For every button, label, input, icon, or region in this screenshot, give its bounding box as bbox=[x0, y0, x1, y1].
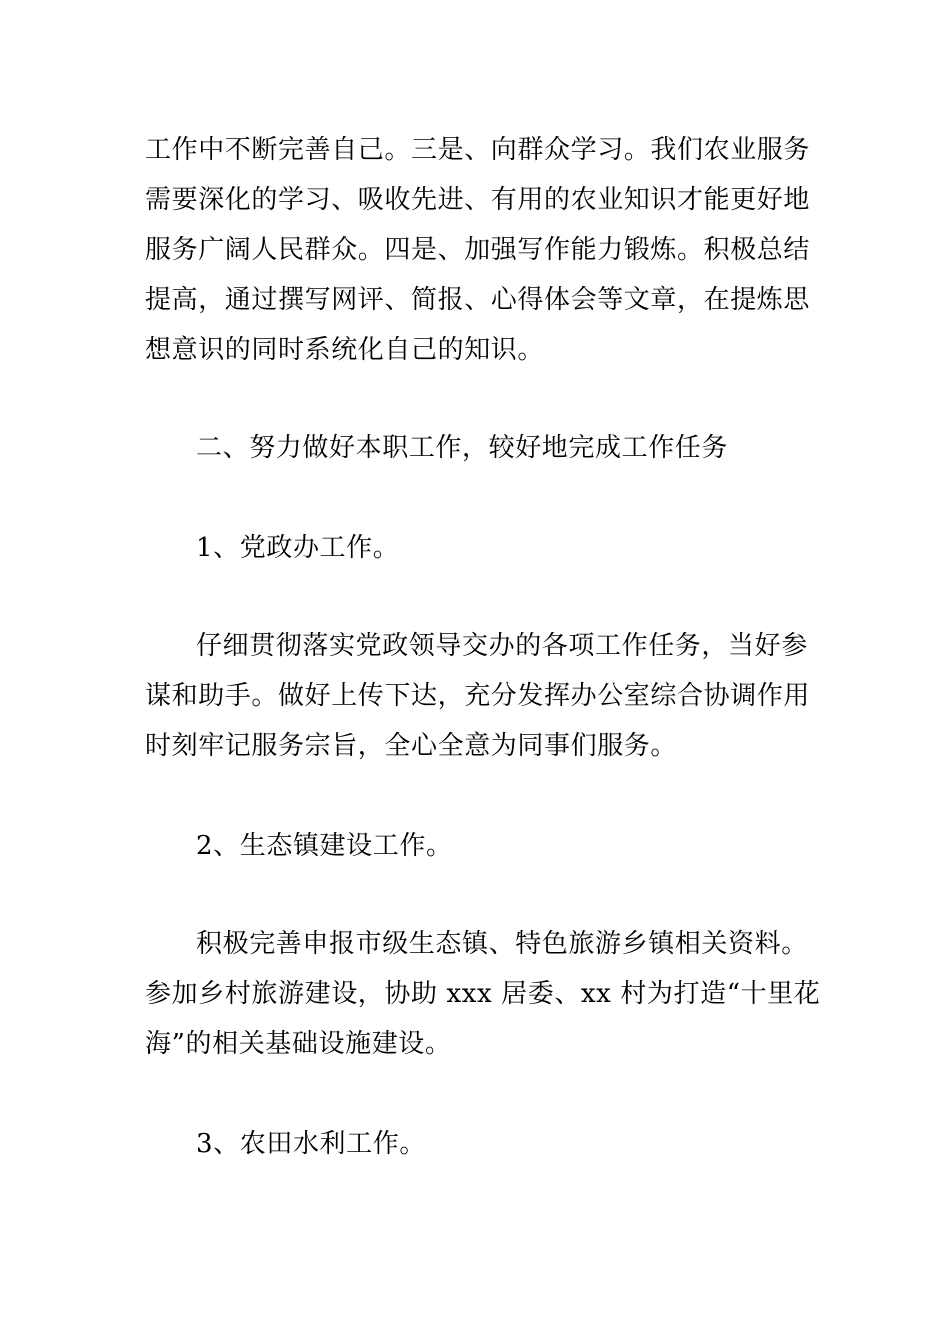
subsection-heading: 1、党政办工作。 bbox=[196, 533, 400, 563]
subsection-heading: 2、生态镇建设工作。 bbox=[196, 831, 453, 861]
paragraph-line: 工作中不断完善自己。三是、向群众学习。我们农业服务 bbox=[145, 135, 811, 165]
subsection-heading: 3、农田水利工作。 bbox=[196, 1129, 426, 1159]
paragraph-line: 仔细贯彻落实党政领导交办的各项工作任务，当好参 bbox=[196, 631, 808, 661]
paragraph-line: 积极完善申报市级生态镇、特色旅游乡镇相关资料。 bbox=[196, 929, 808, 959]
paragraph-line: 谋和助手。做好上传下达，充分发挥办公室综合协调作用 bbox=[145, 681, 811, 711]
paragraph-line: 想意识的同时系统化自己的知识。 bbox=[145, 335, 545, 365]
paragraph-line: 需要深化的学习、吸收先进、有用的农业知识才能更好地 bbox=[145, 185, 811, 215]
paragraph-line: 时刻牢记服务宗旨，全心全意为同事们服务。 bbox=[145, 731, 678, 761]
paragraph-line: 参加乡村旅游建设，协助 xxx 居委、xx 村为打造“十里花 bbox=[145, 979, 821, 1009]
section-heading: 二、努力做好本职工作，较好地完成工作任务 bbox=[196, 433, 729, 463]
paragraph-line: 海”的相关基础设施建设。 bbox=[145, 1029, 452, 1059]
paragraph-line: 提高，通过撰写网评、简报、心得体会等文章，在提炼思 bbox=[145, 285, 811, 315]
paragraph-line: 服务广阔人民群众。四是、加强写作能力锻炼。积极总结 bbox=[145, 235, 811, 265]
